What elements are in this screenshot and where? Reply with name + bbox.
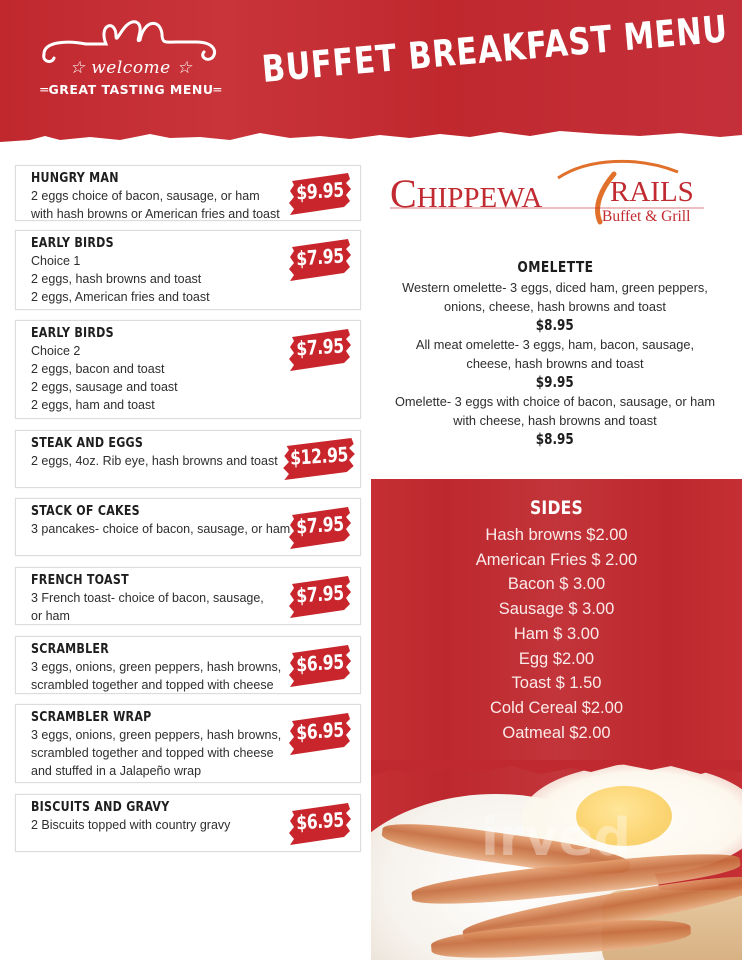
item-name: EARLY BIRDS	[31, 325, 114, 341]
price-tag	[288, 171, 352, 215]
price-tag	[288, 505, 352, 549]
item-description: with hash browns or American fries and toast	[31, 207, 280, 221]
tagline-text: ═GREAT TASTING MENU═	[40, 82, 222, 97]
item-description: 2 eggs, 4oz. Rib eye, hash browns and toast	[31, 454, 278, 468]
price-tag	[288, 327, 352, 371]
omelette-description: cheese, hash browns and toast	[466, 356, 644, 371]
welcome-badge	[16, 14, 246, 104]
item-description: 2 eggs, ham and toast	[31, 398, 155, 412]
item-name: SCRAMBLER	[31, 641, 110, 657]
menu-item-stack-of-cakes	[15, 498, 361, 556]
side-item: Egg $2.00	[518, 649, 595, 668]
omelette-price: $8.95	[536, 316, 574, 334]
menu-item-hungry-man	[15, 165, 361, 221]
side-item: Toast $ 1.50	[511, 674, 602, 693]
watermark-text: irved	[481, 808, 631, 868]
item-price: $7.95	[295, 511, 345, 539]
menu-item-early-birds-1	[15, 230, 361, 310]
item-description: or ham	[31, 609, 70, 623]
item-price: $12.95	[289, 442, 349, 470]
section-title: SIDES	[529, 497, 584, 519]
page-title: BUFFET BREAKFAST MENU	[260, 7, 730, 91]
side-item: Sausage $ 3.00	[498, 600, 615, 619]
item-description: 2 Biscuits topped with country gravy	[31, 818, 231, 832]
item-price: $6.95	[295, 717, 345, 745]
item-price: $7.95	[295, 333, 345, 361]
price-tag	[288, 801, 352, 845]
omelette-description: All meat omelette- 3 eggs, ham, bacon, sausage,	[415, 337, 695, 352]
item-description: 2 eggs choice of bacon, sausage, or ham	[31, 189, 260, 203]
omelette-description: Omelette- 3 eggs with choice of bacon, sausage, or ham	[394, 394, 716, 409]
welcome-text: ☆ welcome ☆	[69, 58, 193, 78]
side-item: Bacon $ 3.00	[507, 575, 606, 594]
side-item: American Fries $ 2.00	[475, 550, 638, 569]
item-name: EARLY BIRDS	[31, 235, 114, 251]
item-name: FRENCH TOAST	[31, 572, 129, 588]
price-tag	[282, 436, 356, 480]
omelette-price: $9.95	[536, 373, 574, 391]
section-title: OMELETTE	[516, 258, 594, 276]
item-description: 3 pancakes- choice of bacon, sausage, or ham	[31, 522, 291, 536]
item-description: 3 eggs, onions, green peppers, hash browns,	[31, 660, 282, 674]
price-tag	[288, 574, 352, 618]
menu-item-early-birds-2	[15, 320, 361, 419]
header-banner	[0, 0, 742, 150]
menu-item-french-toast	[15, 567, 361, 625]
omelette-price: $8.95	[536, 430, 574, 448]
price-tag	[288, 711, 352, 755]
restaurant-logo	[388, 158, 728, 228]
item-name: STEAK AND EGGS	[31, 435, 144, 451]
menu-item-scrambler-wrap	[15, 704, 361, 783]
torn-paper-edge	[0, 128, 742, 150]
item-description: 2 eggs, bacon and toast	[31, 362, 165, 376]
brand-name: CHIPPEWA	[390, 171, 543, 216]
omelette-description: with cheese, hash browns and toast	[453, 413, 657, 428]
torn-paper-edge	[371, 760, 742, 780]
item-name: STACK OF CAKES	[31, 503, 140, 519]
item-price: $9.95	[295, 177, 345, 205]
item-description: Choice 2	[31, 344, 81, 358]
menu-item-biscuits-and-gravy	[15, 794, 361, 852]
side-item: Ham $ 3.00	[513, 624, 600, 643]
item-name: SCRAMBLER WRAP	[31, 709, 152, 725]
item-name: BISCUITS AND GRAVY	[31, 799, 170, 815]
item-description: 2 eggs, sausage and toast	[31, 380, 178, 394]
omelette-section	[380, 258, 730, 449]
side-item: Hash browns $2.00	[485, 526, 628, 544]
breakfast-photo	[371, 764, 742, 960]
item-description: and stuffed in a Jalapeño wrap	[31, 764, 202, 778]
menu-item-steak-and-eggs	[15, 430, 361, 488]
item-description: 3 French toast- choice of bacon, sausage,	[31, 591, 264, 605]
item-description: 2 eggs, hash browns and toast	[31, 272, 202, 286]
item-description: 2 eggs, American fries and toast	[31, 290, 210, 304]
brand-name-trails: RAILS	[610, 176, 694, 208]
omelette-description: Western omelette- 3 eggs, diced ham, green peppers,	[402, 280, 708, 295]
flourish-ornament-icon	[36, 14, 226, 64]
item-name: HUNGRY MAN	[31, 170, 119, 186]
item-description: scrambled together and topped with cheese	[31, 678, 274, 692]
side-item: Cold Cereal $2.00	[490, 698, 623, 717]
sides-section	[371, 479, 742, 960]
item-price: $6.95	[295, 807, 345, 835]
brand-subtitle: Buffet & Grill	[602, 208, 691, 225]
item-description: scrambled together and topped with cheese	[31, 746, 274, 760]
item-description: 3 eggs, onions, green peppers, hash browns,	[31, 728, 282, 742]
omelette-description: onions, cheese, hash browns and toast	[444, 299, 666, 314]
item-price: $7.95	[295, 580, 345, 608]
side-item: Oatmeal $2.00	[502, 723, 611, 742]
item-description: Choice 1	[31, 254, 81, 268]
price-tag	[288, 643, 352, 687]
menu-item-scrambler	[15, 636, 361, 694]
item-price: $7.95	[295, 243, 345, 271]
item-price: $6.95	[295, 649, 345, 677]
price-tag	[288, 237, 352, 281]
